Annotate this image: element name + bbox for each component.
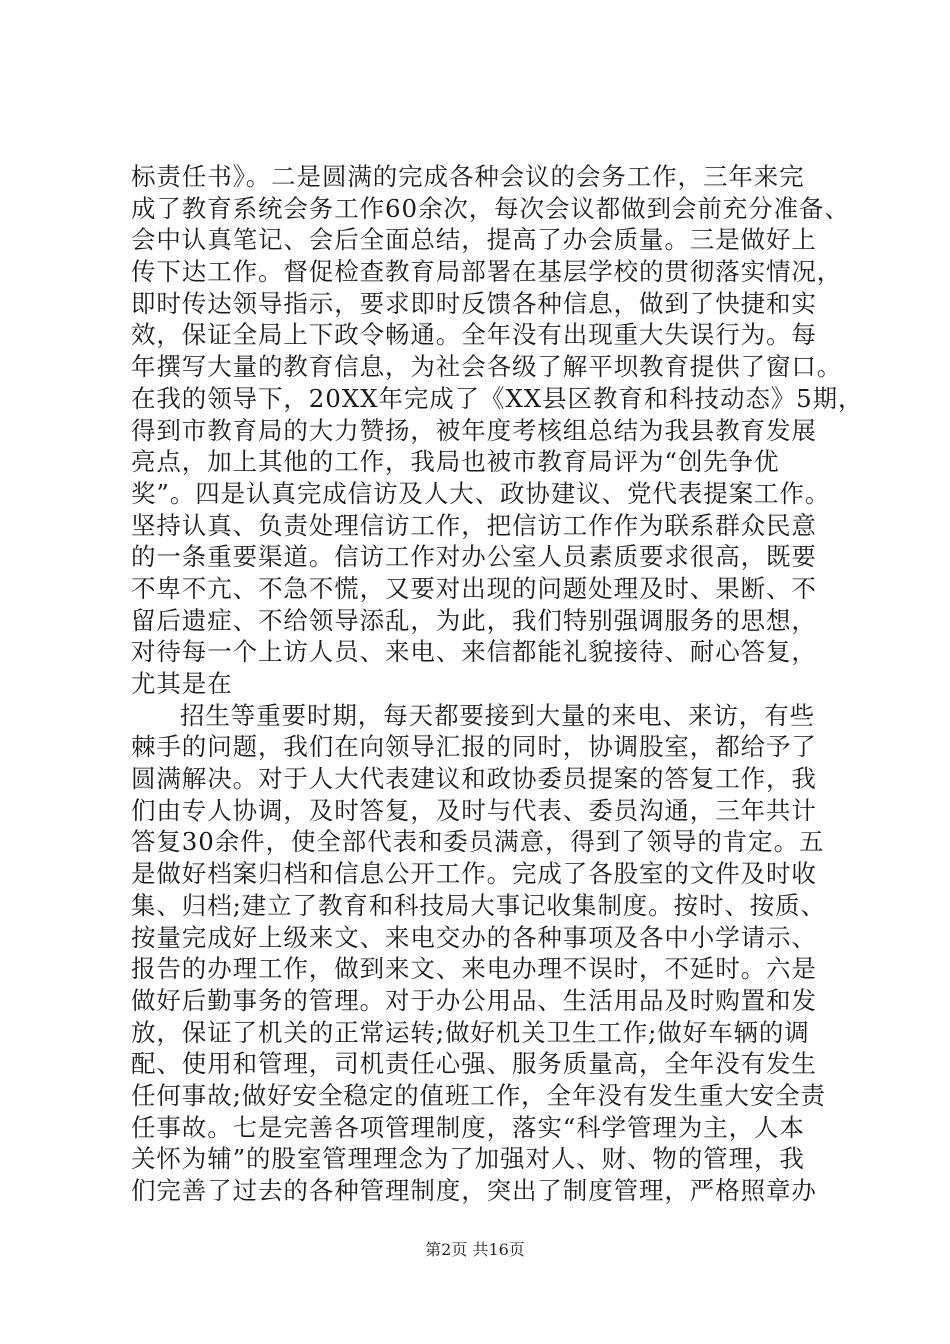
body-line: 答复30余件，使全部代表和委员满意，得到了领导的肯定。五 xyxy=(131,827,825,857)
body-line: 棘手的问题，我们在向领导汇报的同时，协调股室，都给予了 xyxy=(131,732,817,762)
body-line: 年撰写大量的教育信息，为社会各级了解平坝教育提供了窗口。 xyxy=(131,352,843,382)
body-line: 们由专人协调，及时答复，及时与代表、委员沟通，三年共计 xyxy=(131,795,817,825)
body-line: 集、归档;建立了教育和科技局大事记收集制度。按时、按质、 xyxy=(131,890,826,920)
body-line: 关怀为辅”的股室管理理念为了加强对人、财、物的管理，我 xyxy=(131,1144,805,1174)
body-line: 留后遗症、不给领导添乱，为此，我们特别强调服务的思想， xyxy=(131,605,817,635)
body-line: 按量完成好上级来文、来电交办的各种事项及各中小学请示、 xyxy=(131,922,817,952)
page-number-footer: 第2页 共16页 xyxy=(425,1240,525,1259)
body-line: 圆满解决。对于人大代表建议和政协委员提案的答复工作，我 xyxy=(131,764,817,794)
body-line: 不卑不亢、不急不慌，又要对出现的问题处理及时、果断、不 xyxy=(131,573,817,603)
body-line: 报告的办理工作，做到来文、来电办理不误时，不延时。六是 xyxy=(131,954,817,984)
body-line: 尤其是在 xyxy=(131,669,233,698)
body-line: 配、使用和管理，司机责任心强、服务质量高，全年没有发生 xyxy=(131,1049,817,1079)
body-line: 任何事故;做好安全稳定的值班工作，全年没有发生重大安全责 xyxy=(131,1080,826,1110)
body-line: 即时传达领导指示，要求即时反馈各种信息，做到了快捷和实 xyxy=(131,288,817,318)
body-line: 会中认真笔记、会后全面总结，提高了办会质量。三是做好上 xyxy=(131,225,817,255)
body-line: 放，保证了机关的正常运转;做好机关卫生工作;做好车辆的调 xyxy=(131,1017,810,1047)
body-line: 在我的领导下，20XX年完成了《XX县区教育和科技动态》5期， xyxy=(131,383,864,413)
body-line: 奖”。四是认真完成信访及人大、政协建议、党代表提案工作。 xyxy=(131,478,831,508)
body-line: 得到市教育局的大力赞扬，被年度考核组总结为我县教育发展 xyxy=(131,415,817,445)
body-line: 是做好档案归档和信息公开工作。完成了各股室的文件及时收 xyxy=(131,859,817,889)
body-line: 的一条重要渠道。信访工作对办公室人员素质要求很高，既要 xyxy=(131,542,817,572)
body-line: 亮点，加上其他的工作，我局也被市教育局评为“创先争优 xyxy=(131,447,780,477)
body-line: 效，保证全局上下政令畅通。全年没有出现重大失误行为。每 xyxy=(131,320,817,350)
document-body xyxy=(131,161,864,1207)
body-line: 标责任书》。二是圆满的完成各种会议的会务工作，三年来完 xyxy=(131,162,805,191)
body-line: 任事故。七是完善各项管理制度，落实“科学管理为主，人本 xyxy=(131,1112,805,1142)
body-line: 成了教育系统会务工作60余次，每次会议都做到会前充分准备、 xyxy=(131,193,850,223)
body-line: 们完善了过去的各种管理制度，突出了制度管理，严格照章办 xyxy=(131,1176,817,1205)
paragraph-start-line: 招生等重要时期，每天都要接到大量的来电、来访，有些 xyxy=(180,700,815,730)
body-line: 坚持认真、负责处理信访工作，把信访工作作为联系群众民意 xyxy=(131,510,817,540)
body-line: 做好后勤事务的管理。对于办公用品、生活用品及时购置和发 xyxy=(131,985,817,1015)
body-line: 对待每一个上访人员、来电、来信都能礼貌接待、耐心答复， xyxy=(131,637,817,667)
body-line: 传下达工作。督促检查教育局部署在基层学校的贯彻落实情况， xyxy=(131,257,843,287)
